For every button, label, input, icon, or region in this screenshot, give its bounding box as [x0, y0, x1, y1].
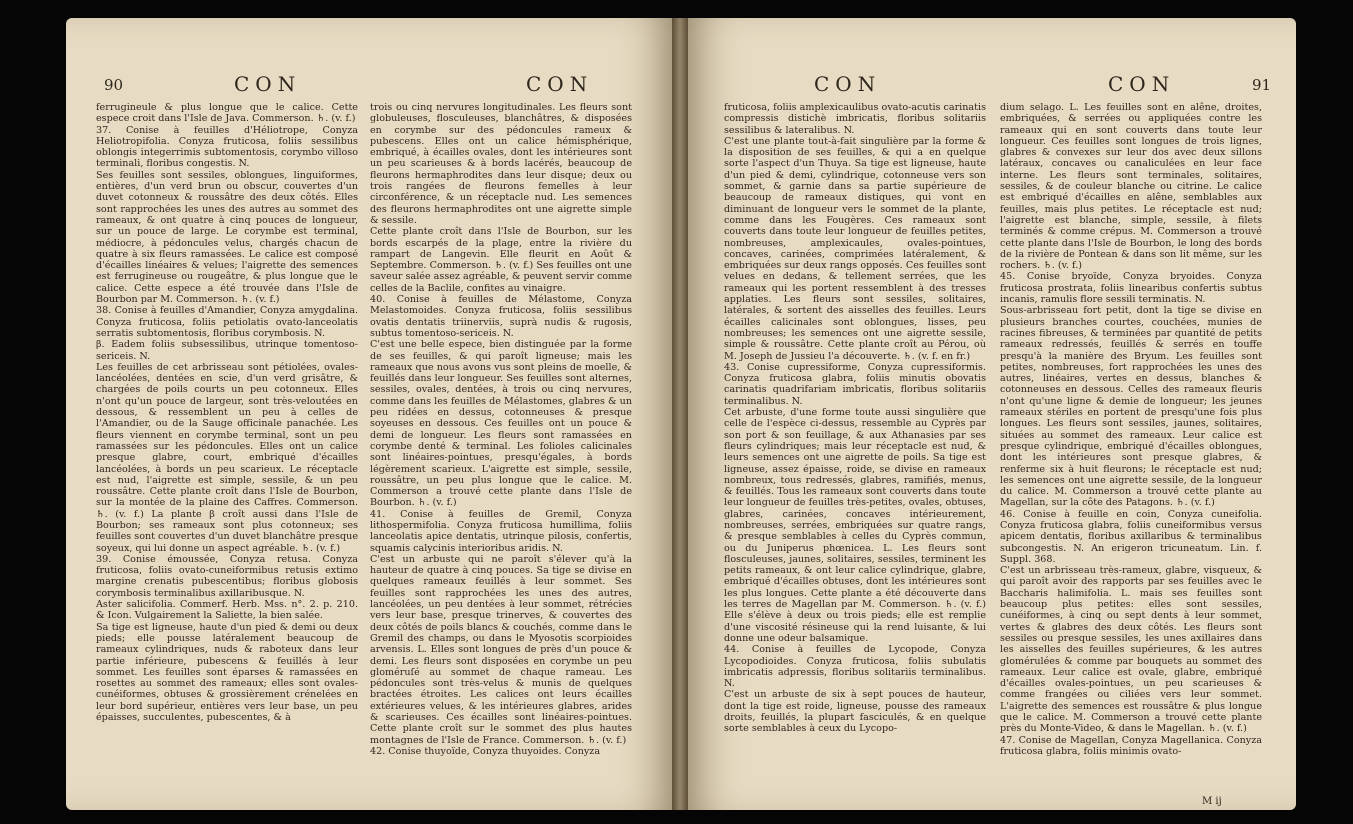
paragraph: 39. Conise émoussée, Conyza retusa. Conyza fruticosa, foliis ovato-cuneiformibus retusis extimo margine crenatis pubescentibus; floribus globosis corymbosis terminalibus axillaribusque. N.: [96, 553, 358, 599]
paragraph: ferrugineule & plus longue que le calice. Cette espece croit dans l'Isle de Java. Commerson. ♄. (v. f.): [96, 102, 358, 125]
paragraph: C'est un arbuste qui ne paroît s'élever qu'à la hauteur de quatre à cinq pouces. Sa tige se divise en quelques rameaux feuillés à leur sommet. Ses feuilles sont rapprochées les unes des autres, lancéolées, un peu dentées à leur sommet, rétrécies vers leur base, presque trinerves, & couvertes des deux côtés de poils blancs & couchés, comme dans le Gremil des champs, ou dans le Myosotis scorpioides arvensis. L. Elles sont longues de près d'un pouce & demi. Les fleurs sont disposées en corymbe un peu gloméruſé au sommet de chaque rameau. Les pédoncules sont très-velus & munis de quelques bractées étroites. Les calices ont leurs écailles extérieures velues, & les intérieures glabres, arides & scarieuses. Ces écailles sont linéaires-pointues. Cette plante croît sur le sommet des plus hautes montagnes de l'Isle de France. Commerson. ♄. (v. f.): [370, 553, 632, 746]
paragraph: Aster salicifolia. Commerf. Herb. Mss. n°. 2. p. 210. & Icon. Vulgairement la Saliette, la bien salée.: [96, 599, 358, 622]
paragraph: Sa tige est ligneuse, haute d'un pied & demi ou deux pieds; elle pousse latéralement beaucoup de rameaux cylindriques, nuds & raboteux dans leur partie inférieure, pubescens & feuillés à leur sommet. Les feuilles sont éparses & ramassées en rosettes au sommet des rameaux; elles sont ovales-cunéiformes, obtuses & grossièrement crénelées en leur bord supérieur, entières vers leur base, un peu épaisses, succulentes, pubescentes, & à: [96, 621, 358, 724]
book-gutter: [672, 18, 688, 810]
text-column: [1000, 102, 1262, 757]
paragraph: Cette plante croît dans l'Isle de Bourbon, sur les bords escarpés de la plage, entre la rivière du rampart de Langevin. Elle fleurit en Août & Septembre. Commerson. ♄. (v. f.) Ses feuilles ont une saveur salée assez agréable, & peuvent servir comme celles de la Baclile, confites au vinaigre.: [370, 226, 632, 294]
paragraph: dium selago. L. Les feuilles sont en alêne, droites, embriquées, & serrées ou appliquées contre les rameaux qui en sont couverts dans toute leur longueur. Ces feuilles sont longues de trois lignes, glabres & convexes sur leur dos avec deux sillons latéraux, concaves ou canaliculées en leur face interne. Les fleurs sont terminales, solitaires, sessiles, & de couleur blanche ou citrine. Le calice est embriqué d'écailles en alêne, semblables aux feuilles, mais plus petites. Le réceptacle est nud; l'aigrette est blanche, simple, sessile, à filets terminés & comme crépus. M. Commerson a trouvé cette plante dans l'Isle de Bourbon, le long des bords de la rivière de Pontean & dans son lit même, sur les rochers. ♄. (v. f.): [1000, 102, 1262, 272]
paragraph: fruticosa, foliis amplexicaulibus ovato-acutis carinatis compressis distichè imbricatis, floribus solitariis sessilibus & lateralibus. N.: [724, 102, 986, 136]
paragraph: 40. Conise à feuilles de Mélastome, Conyza Melastomoides. Conyza fruticosa, foliis sessilibus ovatis dentatis triinerviis, suprà nudis & rugosis, subtus tomentoso-sericeis. N.: [370, 294, 632, 339]
paragraph: β. Eadem foliis subsessilibus, utrinque tomentoso-sericeis. N.: [96, 339, 358, 362]
running-head: CON: [234, 72, 302, 96]
paragraph: 43. Conise cupressiforme, Conyza cupressiformis. Conyza fruticosa glabra, foliis minutis obovatis carinatis quadrifariam imbricatis, floribus solitariis terminalibus. N.: [724, 361, 986, 407]
text-column: [370, 102, 632, 757]
paragraph: 38. Conise à feuilles d'Amandier, Conyza amygdalina. Conyza fruticosa, foliis petiolatis ovato-lanceolatis serratis subtomentosis, floribus corymbosis. N.: [96, 305, 358, 339]
text-column: [96, 102, 358, 723]
right-page: [680, 18, 1296, 810]
running-head: CON: [526, 72, 594, 96]
page-number: 90: [104, 76, 124, 94]
paragraph: 45. Conise bryoïde, Conyza bryoides. Conyza fruticosa prostrata, foliis linearibus confertis subtus incanis, ramulis flore sessili terminatis. N.: [1000, 271, 1262, 306]
page-number: 91: [1252, 76, 1272, 94]
paragraph: C'est une plante tout-à-fait singulière par la forme & la disposition de ses feuilles, & qui a en quelque sorte l'aspect d'un Thuya. Sa tige est ligneuse, haute d'un pied & demi, cylindrique, cotonneuse vers son sommet, & garnie dans sa partie supérieure de beaucoup de rameaux distiques, qui vont en diminuant de longueur vers le sommet de la plante, comme dans les Fougères. Ces rameaux sont couverts dans toute leur longueur de feuilles petites, nombreuses, amplexicaules, ovales-pointues, concaves, carinées, comprimées latéralement, & embriquées sur deux rangs opposés. Ces feuilles sont velues en dedans, & tellement serrées, que les rameaux qui les portent ressemblent à des tresses applaties. Les fleurs sont sessiles, solitaires, latérales, & sortent des aisselles des feuilles. Leurs écailles calicinales sont oblongues, lisses, peu nombreuses; les semences ont une aigrette sessile, simple & roussâtre. Cette plante croît au Pérou, où M. Joseph de Jussieu l'a découverte. ♄. (v. f. en fr.): [724, 135, 986, 362]
paragraph: 44. Conise à feuilles de Lycopode, Conyza Lycopodioides. Conyza fruticosa, foliis subulatis imbricatis adpressis, floribus solitariis terminalibus. N.: [724, 644, 986, 690]
paragraph: 41. Conise à feuilles de Gremil, Conyza lithospermifolia. Conyza fruticosa humillima, foliis lanceolatis apice dentatis, utrinque pilosis, confertis, squamis calycinis interioribus aridis. N.: [370, 508, 632, 554]
paragraph: Sous-arbrisseau fort petit, dont la tige se divise en plusieurs branches courtes, couchées, munies de racines fibreuses, & terminées par quantité de petits rameaux redressés, feuillés & serrés en touffe presqu'à la manière des Bryum. Les feuilles sont petites, nombreuses, fort rapprochées les unes des autres, linéaires, vertes en dessus, blanches & cotonneuses en dessous. Celles des rameaux fleuris n'ont qu'une ligne & demie de longueur; les jeunes rameaux stériles en portent de presqu'une fois plus longues. Les fleurs sont sessiles, jaunes, solitaires, situées au sommet des rameaux. Leur calice est presque cylindrique, embriqué d'écailles oblongues, dont les intérieures sont presque glabres, & renferme six à huit fleurons; le réceptacle est nud; les semences ont une aigrette sessile, de la longueur du calice. M. Commerson a trouvé cette plante au Magellan, sur la côte des Patagons. ♄. (v. f.): [1000, 305, 1262, 509]
paragraph: 47. Conise de Magellan, Conyza Magellanica. Conyza fruticosa glabra, foliis minimis ovato-: [1000, 734, 1262, 757]
paragraph: 42. Conise thuyoïde, Conyza thuyoides. Conyza: [370, 745, 601, 757]
paragraph: Cet arbuste, d'une forme toute aussi singulière que celle de l'espèce ci-dessus, ressemble au Cyprès par son port & son feuillage, & aux Athanasies par ses fleurs cylindriques; mais leur réceptacle est nud, & leurs semences ont une aigrette de poils. Sa tige est ligneuse, assez épaisse, roide, se divise en rameaux nombreux, tous redressés, glabres, ramifiés, menus, & feuillés. Tous les rameaux sont couverts dans toute leur longueur de feuilles très-petites, ovales, obtuses, glabres, carinées, concaves intérieurement, nombreuses, serrées, embriquées sur quatre rangs, & presque semblables à celles du Cyprès commun, ou du Juniperus phœnicea. L. Les fleurs sont flosculeuses, jaunes, solitaires, sessiles, terminent les petits rameaux, & ont leur calice cylindrique, glabre, embriqué d'écailles obtuses, dont les intérieures sont les plus longues. Cette plante a été découverte dans les terres de Magellan par M. Commerson. ♄. (v. f.) Elle s'élève à deux ou trois pieds; elle est remplie d'une viscosité résineuse qui la rend luisante, & lui donne une odeur balsamique.: [724, 407, 986, 644]
running-head: CON: [814, 72, 882, 96]
left-page: [66, 18, 680, 810]
signature-mark: M ij: [1202, 796, 1222, 807]
running-head: CON: [1108, 72, 1176, 96]
paragraph: C'est un arbrisseau très-rameux, glabre, visqueux, & qui paroît avoir des rapports par ses feuilles avec le Baccharis halimifolia. L. mais ses feuilles sont beaucoup plus petites: elles sont sessiles, cunéiformes, à cinq ou sept dents à leur sommet, vertes & glabres des deux côtés. Les fleurs sont sessiles ou presque sessiles, les unes axillaires dans les aisselles des feuilles supérieures, & les autres glomérulées & comme par bouquets au sommet des rameaux. Leur calice est ovale, glabre, embriqué d'écailles ovales-pointues, un peu scarieuses & comme frangées ou ciliées vers leur sommet. L'aigrette des semences est roussâtre & plus longue que le calice. M. Commerson a trouvé cette plante près du Monte-Video, & dans le Magellan. ♄. (v. f.): [1000, 565, 1262, 735]
paragraph: Ses feuilles sont sessiles, oblongues, linguiformes, entières, d'un verd brun ou obscur, couvertes d'un duvet cotonneux & roussâtre des deux côtés. Elles sont rapprochées les unes des autres au sommet des rameaux, & ont quatre à cinq pouces de longueur, sur un pouce de large. Le corymbe est terminal, médiocre, à pédoncules velus, chargés chacun de quatre à six fleurs ramassées. Le calice est composé d'écailles linéaires & velues; l'aigrette des semences est ferrugineuse ou rougeâtre, & plus longue que le calice. Cette espece a été trouvée dans l'Isle de Bourbon par M. Commerson. ♄. (v. f.): [96, 169, 358, 306]
paragraph: C'est une belle espece, bien distinguée par la forme de ses feuilles, & qui paroît ligneuse; mais les rameaux que nous avons vus sont pleins de moelle, & feuillés dans leur longueur. Ses feuilles sont alternes, sessiles, ovales, dentées, à trois ou cinq nervures, comme dans les feuilles de Mélastomes, glabres & un peu ridées en dessus, cotonneuses & presque soyeuses en dessous. Ces feuilles ont un pouce & demi de longueur. Les fleurs sont ramassées en corymbe denté & terminal. Les folioles calicinales sont linéaires-pointues, presqu'égales, à bords légèrement scarieux. L'aigrette est simple, sessile, roussâtre, un peu plus longue que le calice. M. Commerson a trouvé cette plante dans l'Isle de Bourbon. ♄. (v. f.): [370, 339, 632, 509]
paragraph: Les feuilles de cet arbrisseau sont pétiolées, ovales-lancéolées, dentées en scie, d'un verd grisâtre, & chargées de poils courts un peu cotonneux. Elles n'ont qu'un pouce de largeur, sont très-veloutées en dessous, & ressemblent un peu à celles de l'Amandier, ou de la Sauge officinale panachée. Les fleurs viennent en corymbe terminal, sont un peu ramassées sur les pédoncules. Elles ont un calice presque glabre, court, embriqué d'écailles lancéolées, à bords un peu scarieux. Le réceptacle est nud, l'aigrette est simple, sessile, & un peu roussâtre. Cette plante croît dans l'Isle de Bourbon, sur la montée de la plaine des Caffres. Commerson. ♄. (v. f.) La plante β croît aussi dans l'Isle de Bourbon; ses rameaux sont plus cotonneux; ses feuilles sont couvertes d'un duvet blanchâtre presque soyeux, qui lui donne un aspect agréable. ♄. (v. f.): [96, 361, 358, 554]
paragraph: trois ou cinq nervures longitudinales. Les fleurs sont globuleuses, flosculeuses, blanchâtres, & disposées en corymbe sur des pédoncules rameux & pubescens. Elles ont un calice hémisphérique, embriqué, à écailles ovales, dont les intérieures sont un peu scarieuses & à bords lacérés, beaucoup de fleurons hermaphrodites dans leur disque; deux ou trois rangées de fleurons femelles à leur circonférence, & un réceptacle nud. Les semences des fleurons hermaphrodites ont une aigrette simple & sessile.: [370, 102, 632, 226]
paragraph: 37. Conise à feuilles d'Héliotrope, Conyza Heliotropifolia. Conyza fruticosa, foliis sessilibus oblongis integerrimis subtomentosis, corymbo villoso terminali, floribus congestis. N.: [96, 124, 358, 170]
paragraph: 46. Conise à feuille en coin, Conyza cuneifolia. Conyza fruticosa glabra, foliis cuneiformibus versus apicem dentatis, floribus axillaribus & terminalibus subcongestis. N. An erigeron tricuneatum. Lin. f. Suppl. 368.: [1000, 508, 1262, 565]
paragraph: C'est un arbuste de six à sept pouces de hauteur, dont la tige est roide, ligneuse, pousse des rameaux droits, feuillés, la plupart fasciculés, & en quelque sorte semblables à ceux du Lycopo-: [724, 689, 986, 735]
text-column: [724, 102, 986, 735]
